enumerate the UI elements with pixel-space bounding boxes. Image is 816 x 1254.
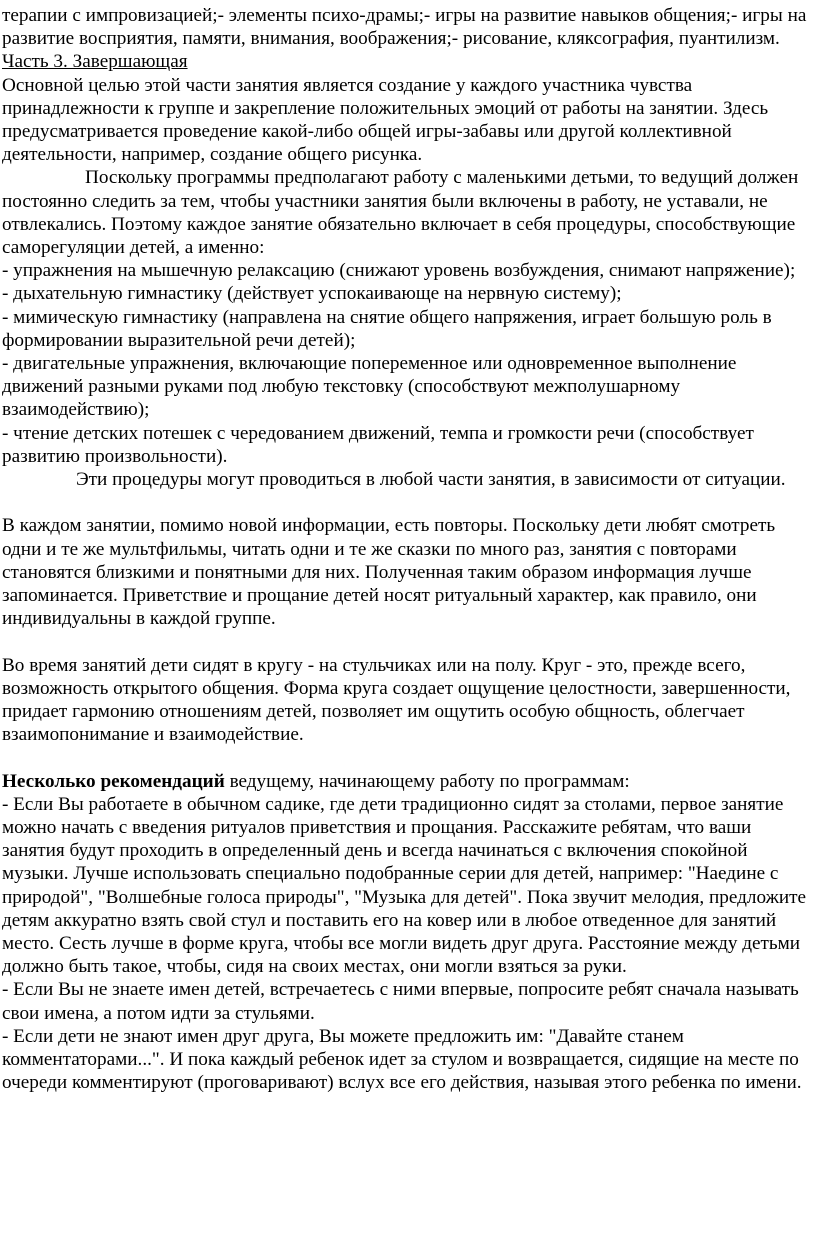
list-item-relaxation: - упражнения на мышечную релаксацию (снижают уровень возбуждения, снимают напряжение); [2, 260, 796, 282]
paragraph-part3-goal: Основной целью этой части занятия является создание у каждого участника чувства принадлежности к группе и закрепление положительных эмоций от работы на занятии. Здесь предусматривается проведение какой-либо общей игры-забавы или другой коллективной деятельности, например, создание общего рисунка. [2, 74, 769, 166]
list-item-mimic: - мимическую гимнастику (направлена на снятие общего напряжения, играет большую роль в формировании выразительной речи детей); [2, 306, 772, 351]
paragraph-activities-end: терапии с импровизацией;- элементы психо-драмы;- игры на развитие навыков общения;- игры на развитие восприятия, памяти, внимания, воображения;- рисование, кляксография, пуантилизм. [2, 5, 807, 50]
list-item-nursery-rhymes: - чтение детских потешек с чередованием движений, темпа и громкости речи (способствует развитию произвольности). [2, 422, 754, 467]
paragraph-self-regulation: Поскольку программы предполагают работу с маленькими детьми, то ведущий должен постоянно следить за тем, чтобы участники занятия были включены в работу, не уставали, не отвлекались. Поэтому каждое занятие обязательно включает в себя процедуры, способствующие саморегуляции детей, а именно: [2, 167, 799, 259]
recommendations-bold: Несколько рекомендаций [2, 770, 225, 792]
recommendation-kindergarten: - Если Вы работаете в обычном садике, где дети традиционно сидят за столами, первое занятие можно начать с введения ритуалов приветствия и прощания. Расскажите ребятам, что ваши занятия будут проходить в определенный день и всегда начинаться с включения спокойной музыки. Лучше использовать специально подобранные серии для детей, например: "Наедине с природой", "Волшебные голоса природы", "Музыка для детей". Пока звучит мелодия, предложите детям аккуратно взять свой стул и поставить его на ковер или в любое отведенное для занятий место. Сесть лучше в форме круга, чтобы все могли видеть друг друга. Расстояние между детьми должно быть такое, чтобы, сидя на своих местах, они могли взяться за руки. [2, 793, 807, 978]
recommendations-rest: ведущему, начинающему работу по программам: [224, 770, 630, 792]
list-item-motor: - двигательные упражнения, включающие попеременное или одновременное выполнение движений разными руками под любую текстовку (способствуют межполушарному взаимодействию); [2, 353, 737, 421]
recommendation-commentators: - Если дети не знают имен друг друга, Вы можете предложить им: "Давайте станем комментаторами...". И пока каждый ребенок идет за стулом и возвращается, сидящие на месте по очереди комментируют (проговаривают) вслух все его действия, называя этого ребенка по имени. [2, 1025, 802, 1094]
paragraph-procedures: Эти процедуры могут проводиться в любой части занятия, в зависимости от ситуации. [76, 469, 786, 491]
paragraph-repetitions: В каждом занятии, помимо новой информации, есть повторы. Поскольку дети любят смотреть одни и те же мультфильмы, читать одни и те же сказки по много раз, занятия с повторами становятся близкими и понятными для них. Полученная таким образом информация лучше запоминается. Приветствие и прощание детей носят ритуальный характер, как правило, они индивидуальны в каждой группе. [2, 515, 776, 630]
paragraph-circle: Во время занятий дети сидят в кругу - на стульчиках или на полу. Круг - это, прежде всего, возможность открытого общения. Форма круга создает ощущение целостности, завершенности, придает гармонию отношениям детей, позволяет им ощутить особую общность, облегчает взаимопонимание и взаимодействие. [2, 654, 791, 746]
recommendations-intro [2, 770, 808, 793]
part3-heading: Часть 3. Завершающая [2, 51, 188, 73]
list-item-breathing: - дыхательную гимнастику (действует успокаивающе на нервную систему); [2, 283, 622, 305]
recommendation-names: - Если Вы не знаете имен детей, встречаетесь с ними впервые, попросите ребят сначала называть свои имена, а потом идти за стульями. [2, 979, 799, 1024]
